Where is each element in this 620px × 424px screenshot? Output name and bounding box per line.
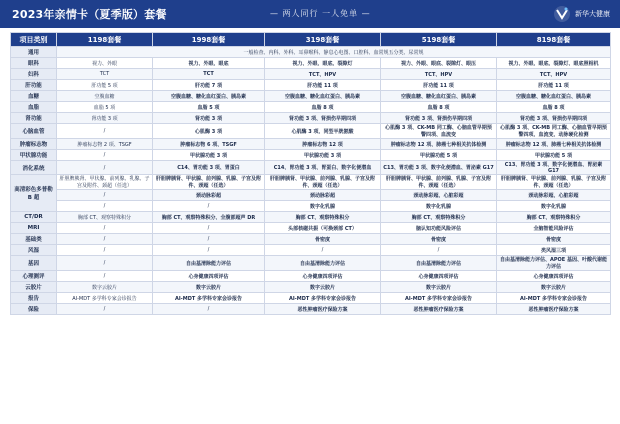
row-category: 肿瘤标志物 [11,139,57,150]
table-cell: / [57,201,153,212]
table-cell: TCT [57,69,153,80]
table-cell: 颈动脉彩超 [153,190,265,201]
table-cell: 血脂 8 项 [497,102,611,113]
table-cell: 肝功能 11 项 [265,80,381,91]
table-row [11,256,611,271]
table-cell: 心身健康四项评估 [497,271,611,282]
table-cell: 视力、外眼、眼底、裂隙灯、眼底照相机 [497,58,611,69]
table-row [11,304,611,315]
table-row [11,139,611,150]
table-cell: 头部核磁共振（可换颈部 CT） [265,223,381,234]
table-cell: 胸部 CT、观察特殊积分 [57,212,153,223]
column-header: 5198套餐 [381,33,497,47]
table-cell: 颈动脉彩超、心脏彩超 [497,190,611,201]
row-category: 保险 [11,304,57,315]
table-cell: C13、胃功能 3 项、数字化便潜血、胃泌素 G17 [497,161,611,175]
row-category: 妇科 [11,69,57,80]
table-cell: 自由基清除能力评估、APOE 基因、叶酸代谢能力评估 [497,256,611,271]
table-cell: TCT [153,69,265,80]
table-cell: 胸部 CT、观察特殊积分、全腹部超声 DR [153,212,265,223]
table-cell: 肝胆脾胰肾、甲状腺、前列腺、乳腺、子宫及附件、颈超（任选） [381,175,497,190]
table-cell: 一般检查、内科、外科、耳鼻喉科、静息心电图、口腔科、血常规五分类、尿常规 [57,47,611,58]
table-cell: 肝功能 7 项 [153,80,265,91]
table-cell: 空腹血糖、糖化血红蛋白、胰岛素 [497,91,611,102]
table-cell: 血脂 8 项 [265,102,381,113]
table-cell: / [153,245,265,256]
table-cell: 肝功能 5 项 [57,80,153,91]
table-cell: 甲状腺功能 5 项 [497,150,611,161]
row-category: CT/DR [11,212,57,223]
table-cell: / [57,256,153,271]
table-cell: / [153,234,265,245]
table-cell: / [57,150,153,161]
table-cell: 肿瘤标志物 12 项、肺癌七种相关抗体检测 [497,139,611,150]
column-header: 项目类别 [11,33,57,47]
table-row [11,69,611,80]
table-cell: 自由基清除能力评估 [381,256,497,271]
column-header: 1198套餐 [57,33,153,47]
table-row [11,150,611,161]
table-row [11,47,611,58]
table-cell: 恶性肿瘤医疗保险方案 [381,304,497,315]
table-cell: 肿瘤标志物 12 项、肺癌七种相关抗体检测 [381,139,497,150]
table-cell: 空腹血糖 [57,91,153,102]
table-cell: / [265,245,381,256]
table-cell: 数字云胶片 [265,282,381,293]
slogan: — 两人同行 一人免单 — [270,9,371,18]
table-cell: C14、胃功能 3 项、胃蛋白 [153,161,265,175]
table-cell: 数字云胶片 [57,282,153,293]
table-cell: 肾功能 3 项、肾损伤早期四项 [497,113,611,124]
table-cell: TCT、HPV [497,69,611,80]
table-cell: 空腹血糖、糖化血红蛋白、胰岛素 [153,91,265,102]
table-cell: 全脑智能风险评估 [497,223,611,234]
row-category: 基因 [11,256,57,271]
table-body [11,47,611,315]
row-category: 报告 [11,293,57,304]
row-category: 血脂 [11,102,57,113]
row-category: 通用 [11,47,57,58]
table-cell: / [57,304,153,315]
table-cell: 视力、外眼、眼底、裂隙灯、眼压 [381,58,497,69]
table-row [11,245,611,256]
column-header: 3198套餐 [265,33,381,47]
table-cell: / [57,124,153,139]
table-cell: C14、胃功能 3 项、胃蛋白、数字化便潜血 [265,161,381,175]
table-cell: 视力、外眼、眼底 [153,58,265,69]
row-category: 消化系统 [11,161,57,175]
table-cell: 肝功能 11 项 [497,80,611,91]
row-category: 云胶片 [11,282,57,293]
row-category: 眼科 [11,58,57,69]
table-cell: 肿瘤标志物 6 项、TSGF [153,139,265,150]
table-row [11,234,611,245]
table-cell: 空腹血糖、糖化血红蛋白、胰岛素 [381,91,497,102]
table-cell: / [153,304,265,315]
row-category: MRI [11,223,57,234]
table-cell: 颈动脉彩超 [265,190,381,201]
table-cell: AI-MDT 多学科专家会诊报告 [381,293,497,304]
brand-mark-icon [553,5,571,23]
table-cell: 数字云胶片 [497,282,611,293]
table-header-row [11,33,611,47]
package-table-wrap [10,32,610,420]
table-cell: / [57,245,153,256]
table-cell: AI-MDT 多学科专家会诊报告 [153,293,265,304]
table-cell: 血脂 8 项 [381,102,497,113]
table-cell: AI-MDT 多学科专家会诊报告 [57,293,153,304]
table-row [11,91,611,102]
brand-logo [553,5,610,23]
package-table [10,32,611,315]
row-category: 血糖 [11,91,57,102]
table-row [11,102,611,113]
table-cell: 肾功能 3 项、肾损伤早期四项 [265,113,381,124]
table-cell: 恶性肿瘤医疗保险方案 [265,304,381,315]
table-cell: 血脂 5 项 [57,102,153,113]
table-cell: 骨密度 [497,234,611,245]
table-cell: 心身健康四项评估 [265,271,381,282]
table-cell: / [57,234,153,245]
table-cell: 肝胆脾胰肾、甲状腺、前列腺、乳腺、子宫及附件、颈超（任选） [153,175,265,190]
row-category: 风湿 [11,245,57,256]
table-cell: 肝胆脾胰肾、甲状腺、前列腺、乳腺、子宫及附件、颈超（任选） [265,175,381,190]
table-cell: 空腹血糖、糖化血红蛋白、胰岛素 [265,91,381,102]
row-category: 甲状腺功能 [11,150,57,161]
table-cell: 自由基清除能力评估 [153,256,265,271]
row-category: 心理测评 [11,271,57,282]
table-row [11,201,611,212]
table-row [11,113,611,124]
table-cell: 肝功能 11 项 [381,80,497,91]
table-cell: 心肌酶 3 项、CK-MB 同工酶、心脑血管早期预警四项、血流变 [381,124,497,139]
row-category: 高清彩色多普勒 B 超 [11,175,57,212]
table-cell: 数字化乳腺 [497,201,611,212]
table-cell: 肾功能 3 项、肾损伤早期四项 [381,113,497,124]
table-cell: C13、胃功能 3 项、数字化便潜血、胃泌素 G17 [381,161,497,175]
table-cell: AI-MDT 多学科专家会诊报告 [497,293,611,304]
table-cell: 脑认知功能风险评估 [381,223,497,234]
table-cell: 肾功能 3 项 [57,113,153,124]
table-cell: / [153,223,265,234]
page-header [0,0,620,28]
table-cell: 肿瘤标志物 12 项 [265,139,381,150]
row-category: 基础类 [11,234,57,245]
table-cell: 甲状腺功能 3 项 [153,150,265,161]
table-row [11,212,611,223]
table-cell: 肾功能 3 项 [153,113,265,124]
table-cell: / [57,190,153,201]
table-row [11,124,611,139]
table-cell: / [57,271,153,282]
table-cell: 胸部 CT、观察特殊积分 [381,212,497,223]
table-cell: 肝胆脾胰肾、甲状腺、前列腺、乳腺、子宫及附件、颈超（任选） [57,175,153,190]
table-cell: TCT、HPV [381,69,497,80]
table-row [11,175,611,190]
table-cell: 甲状腺功能 5 项 [381,150,497,161]
table-row [11,293,611,304]
table-cell: 数字化乳腺 [265,201,381,212]
table-cell: 颈动脉彩超、心脏彩超 [381,190,497,201]
table-cell: 自由基清除能力评估 [265,256,381,271]
brand-name: 新华大健康 [575,10,610,18]
table-cell: 肝胆脾胰肾、甲状腺、前列腺、乳腺、子宫及附件、颈超（任选） [497,175,611,190]
table-row [11,271,611,282]
table-row [11,161,611,175]
table-cell: / [57,223,153,234]
table-row [11,58,611,69]
table-cell: 类风湿三项 [497,245,611,256]
table-cell: 心身健康四项评估 [381,271,497,282]
table-cell: 胸部 CT、观察特殊积分 [497,212,611,223]
table-cell: / [153,201,265,212]
table-cell: 心身健康四项评估 [153,271,265,282]
table-row [11,80,611,91]
table-cell: 心肌酶 3 项、同型半胱氨酸 [265,124,381,139]
table-cell: 视力、外眼 [57,58,153,69]
table-cell: TCT、HPV [265,69,381,80]
column-header: 8198套餐 [497,33,611,47]
table-cell: 胸部 CT、观察特殊积分 [265,212,381,223]
table-row [11,223,611,234]
table-cell: / [381,245,497,256]
table-cell: 数字云胶片 [381,282,497,293]
row-category: 肝功能 [11,80,57,91]
table-cell: / [57,161,153,175]
row-category: 心脑血管 [11,124,57,139]
table-cell: AI-MDT 多学科专家会诊报告 [265,293,381,304]
row-category: 肾功能 [11,113,57,124]
table-cell: 甲状腺功能 3 项 [265,150,381,161]
page-title: 2023年亲情卡（夏季版）套餐 [12,8,167,21]
table-row [11,282,611,293]
column-header: 1998套餐 [153,33,265,47]
table-cell: 骨密度 [265,234,381,245]
table-cell: 心肌酶 3 项、CK-MB 同工酶、心脑血管早期预警四项、血流变、动脉硬化检测 [497,124,611,139]
table-cell: 心肌酶 3 项 [153,124,265,139]
table-cell: 视力、外眼、眼底、裂隙灯 [265,58,381,69]
table-cell: 数字化乳腺 [381,201,497,212]
table-cell: 血脂 5 项 [153,102,265,113]
table-cell: 恶性肿瘤医疗保险方案 [497,304,611,315]
table-cell: 骨密度 [381,234,497,245]
table-row [11,190,611,201]
table-cell: 肿瘤标志物 2 项、TSGF [57,139,153,150]
table-cell: 数字云胶片 [153,282,265,293]
